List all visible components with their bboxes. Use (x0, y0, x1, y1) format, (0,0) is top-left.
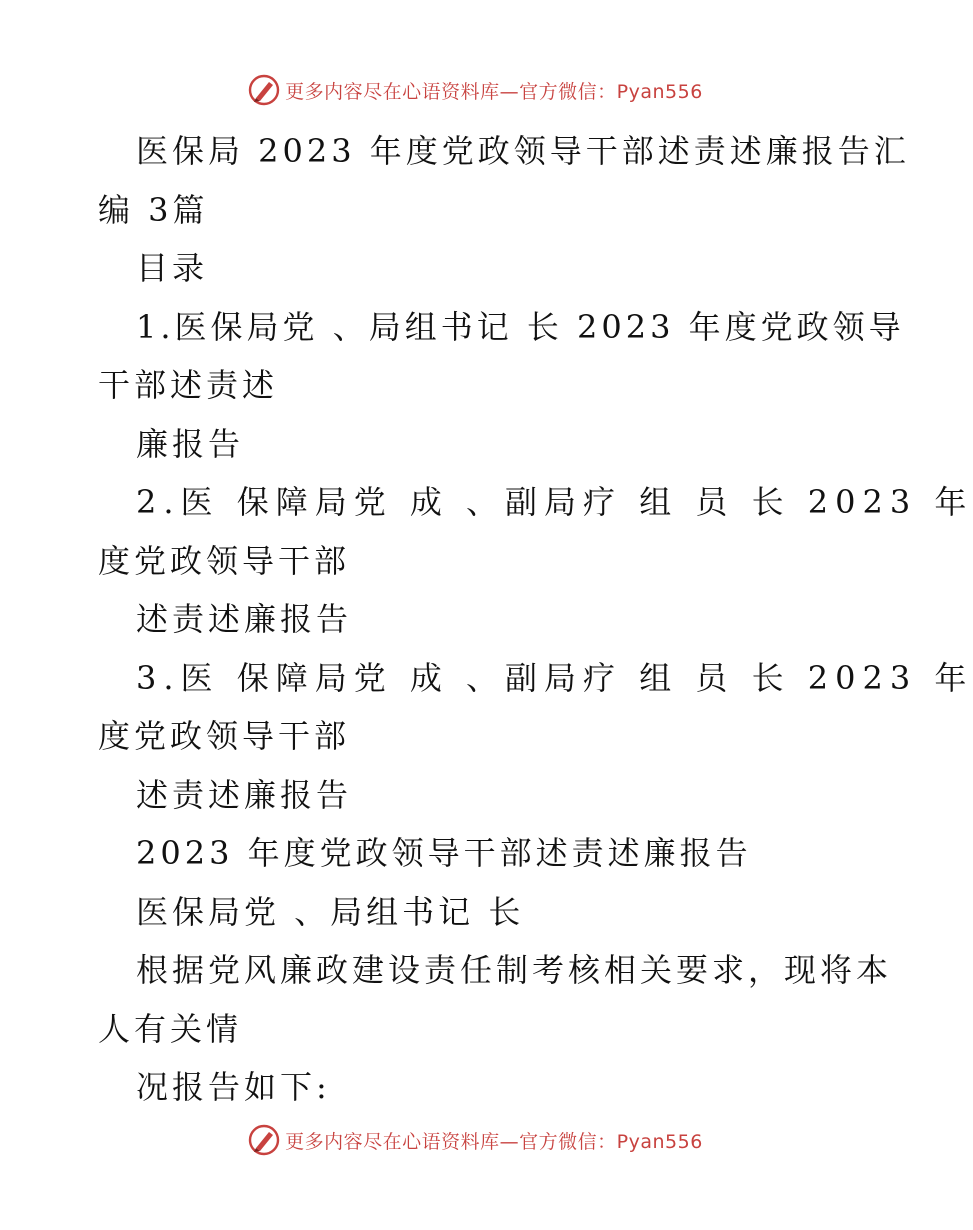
paragraph-line-2: 人有关情 (98, 1009, 243, 1048)
toc-heading: 目录 (136, 249, 209, 287)
pen-logo-icon (247, 73, 281, 107)
pen-logo-icon (247, 1123, 281, 1157)
section-title: 2023 年度党政领导干部述责述廉报告 (136, 834, 752, 872)
toc-item-3-line-2: 度党政领导干部 (98, 717, 351, 755)
watermark-text: 更多内容尽在心语资料库—官方微信：Pyan556 (285, 80, 703, 103)
toc-item-2-line-3: 述责述廉报告 (136, 600, 353, 638)
watermark-banner-top (0, 70, 950, 110)
toc-item-2-line-2: 度党政领导干部 (98, 541, 351, 580)
toc-item-1-line-3: 廉报告 (136, 424, 245, 463)
doc-title-line-2: 编 3篇 (98, 190, 209, 229)
toc-item-3-line-3: 述责述廉报告 (136, 775, 353, 814)
watermark-banner-bottom (0, 1120, 950, 1160)
doc-title-line-1: 医保局 2023 年度党政领导干部述责述廉报告汇 (136, 132, 910, 170)
paragraph-line-1: 根据党风廉政建设责任制考核相关要求，现将本 (136, 951, 893, 989)
section-author: 医保局党 、局组书记 长 (136, 892, 525, 931)
toc-item-1-line-1: 1.医保局党 、局组书记 长 2023 年度党政领导 (136, 307, 905, 346)
document-body (98, 122, 973, 1117)
paragraph-line-3: 况报告如下: (136, 1068, 331, 1106)
toc-item-1-line-2: 干部述责述 (98, 366, 279, 404)
toc-item-3-line-1: 3.医 保障局党 成 、副局疗 组 员 长 2023 年 (136, 658, 973, 697)
toc-item-2-line-1: 2.医 保障局党 成 、副局疗 组 员 长 2023 年 (136, 483, 973, 521)
watermark-text: 更多内容尽在心语资料库—官方微信：Pyan556 (285, 1130, 703, 1153)
